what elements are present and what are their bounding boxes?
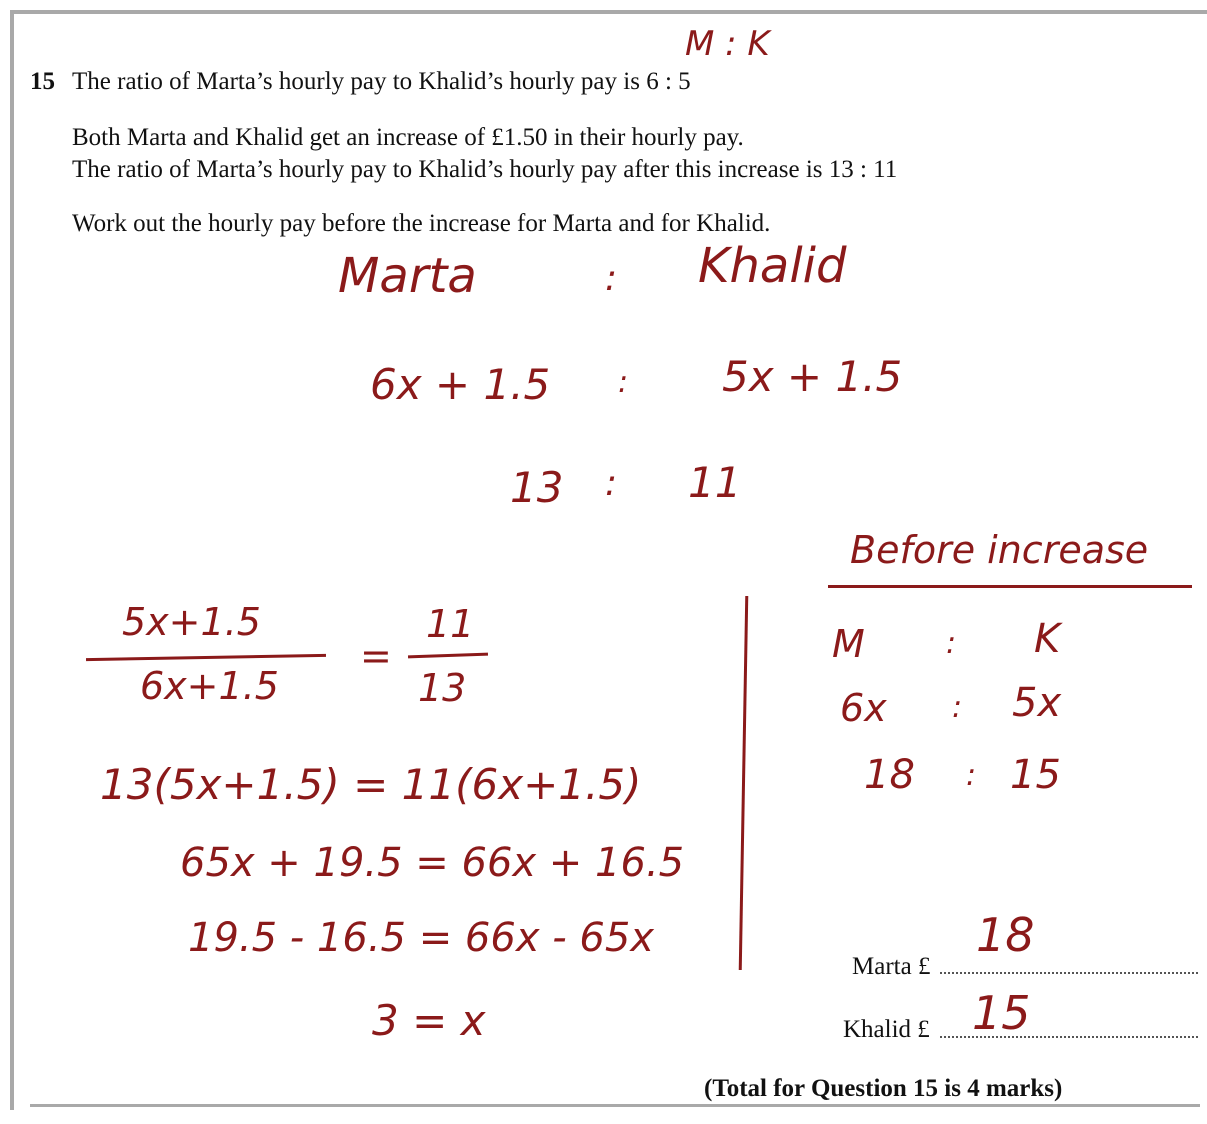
before-row3-colon: : [966,758,977,793]
fraction-denominator: 6x+1.5 [140,664,279,708]
answer-khalid-value: 15 [972,986,1031,1040]
working-step-3: 19.5 - 16.5 = 66x - 65x [188,915,654,961]
before-row3-left: 18 [864,752,915,798]
before-row2-colon: : [952,690,963,725]
before-row1-right: K [1034,616,1061,662]
before-row1-colon: : [946,626,957,661]
fraction2-denominator: 13 [418,666,467,710]
answer-line-marta [940,972,1198,974]
fraction-bar-left [86,654,326,661]
handwritten-mk: M : K [685,24,770,64]
question-line-1: The ratio of Marta’s hourly pay to Khalid’s hourly pay is 6 : 5 [72,68,691,95]
frame-left-border [10,10,14,1110]
answer-label-khalid: Khalid £ [843,1016,930,1043]
frame-bottom-border [30,1104,1200,1107]
handwritten-expr-left: 6x + 1.5 [370,360,551,409]
question-line-2: Both Marta and Khalid get an increase of £1.50 in their hourly pay. [72,124,744,151]
answer-label-marta: Marta £ [852,953,931,980]
handwritten-ratio-left: 13 [510,463,564,512]
question-line-3: The ratio of Marta’s hourly pay to Khalid’s hourly pay after this increase is 13 : 11 [72,156,898,183]
fraction-equals: = [360,634,392,678]
before-row2-right: 5x [1012,680,1062,726]
fraction2-numerator: 11 [426,602,475,646]
handwritten-expr-right: 5x + 1.5 [722,352,903,401]
handwritten-ratio-right: 11 [688,458,742,507]
handwritten-header-colon: : [605,258,618,299]
working-step-2: 65x + 19.5 = 66x + 16.5 [180,840,685,886]
fraction-bar-right [408,653,488,659]
fraction-numerator: 5x+1.5 [122,600,261,644]
question-number: 15 [30,68,55,95]
before-row3-right: 15 [1010,752,1061,798]
frame-top-border [10,10,1207,14]
working-step-1: 13(5x+1.5) = 11(6x+1.5) [100,760,642,809]
question-total-marks: (Total for Question 15 is 4 marks) [704,1075,1063,1102]
question-line-4: Work out the hourly pay before the increase for Marta and for Khalid. [72,210,771,237]
before-increase-underline [828,585,1192,588]
before-row2-left: 6x [840,686,887,730]
answer-marta-value: 18 [976,908,1035,962]
handwritten-header-marta: Marta [338,248,477,304]
before-row1-left: M [832,622,865,666]
divider-line [739,596,749,970]
handwritten-header-khalid: Khalid [698,238,847,294]
working-step-4: 3 = x [372,996,486,1045]
handwritten-ratio-colon: : [605,463,618,504]
handwritten-expr-colon: : [618,365,629,400]
before-increase-title: Before increase [850,528,1149,572]
